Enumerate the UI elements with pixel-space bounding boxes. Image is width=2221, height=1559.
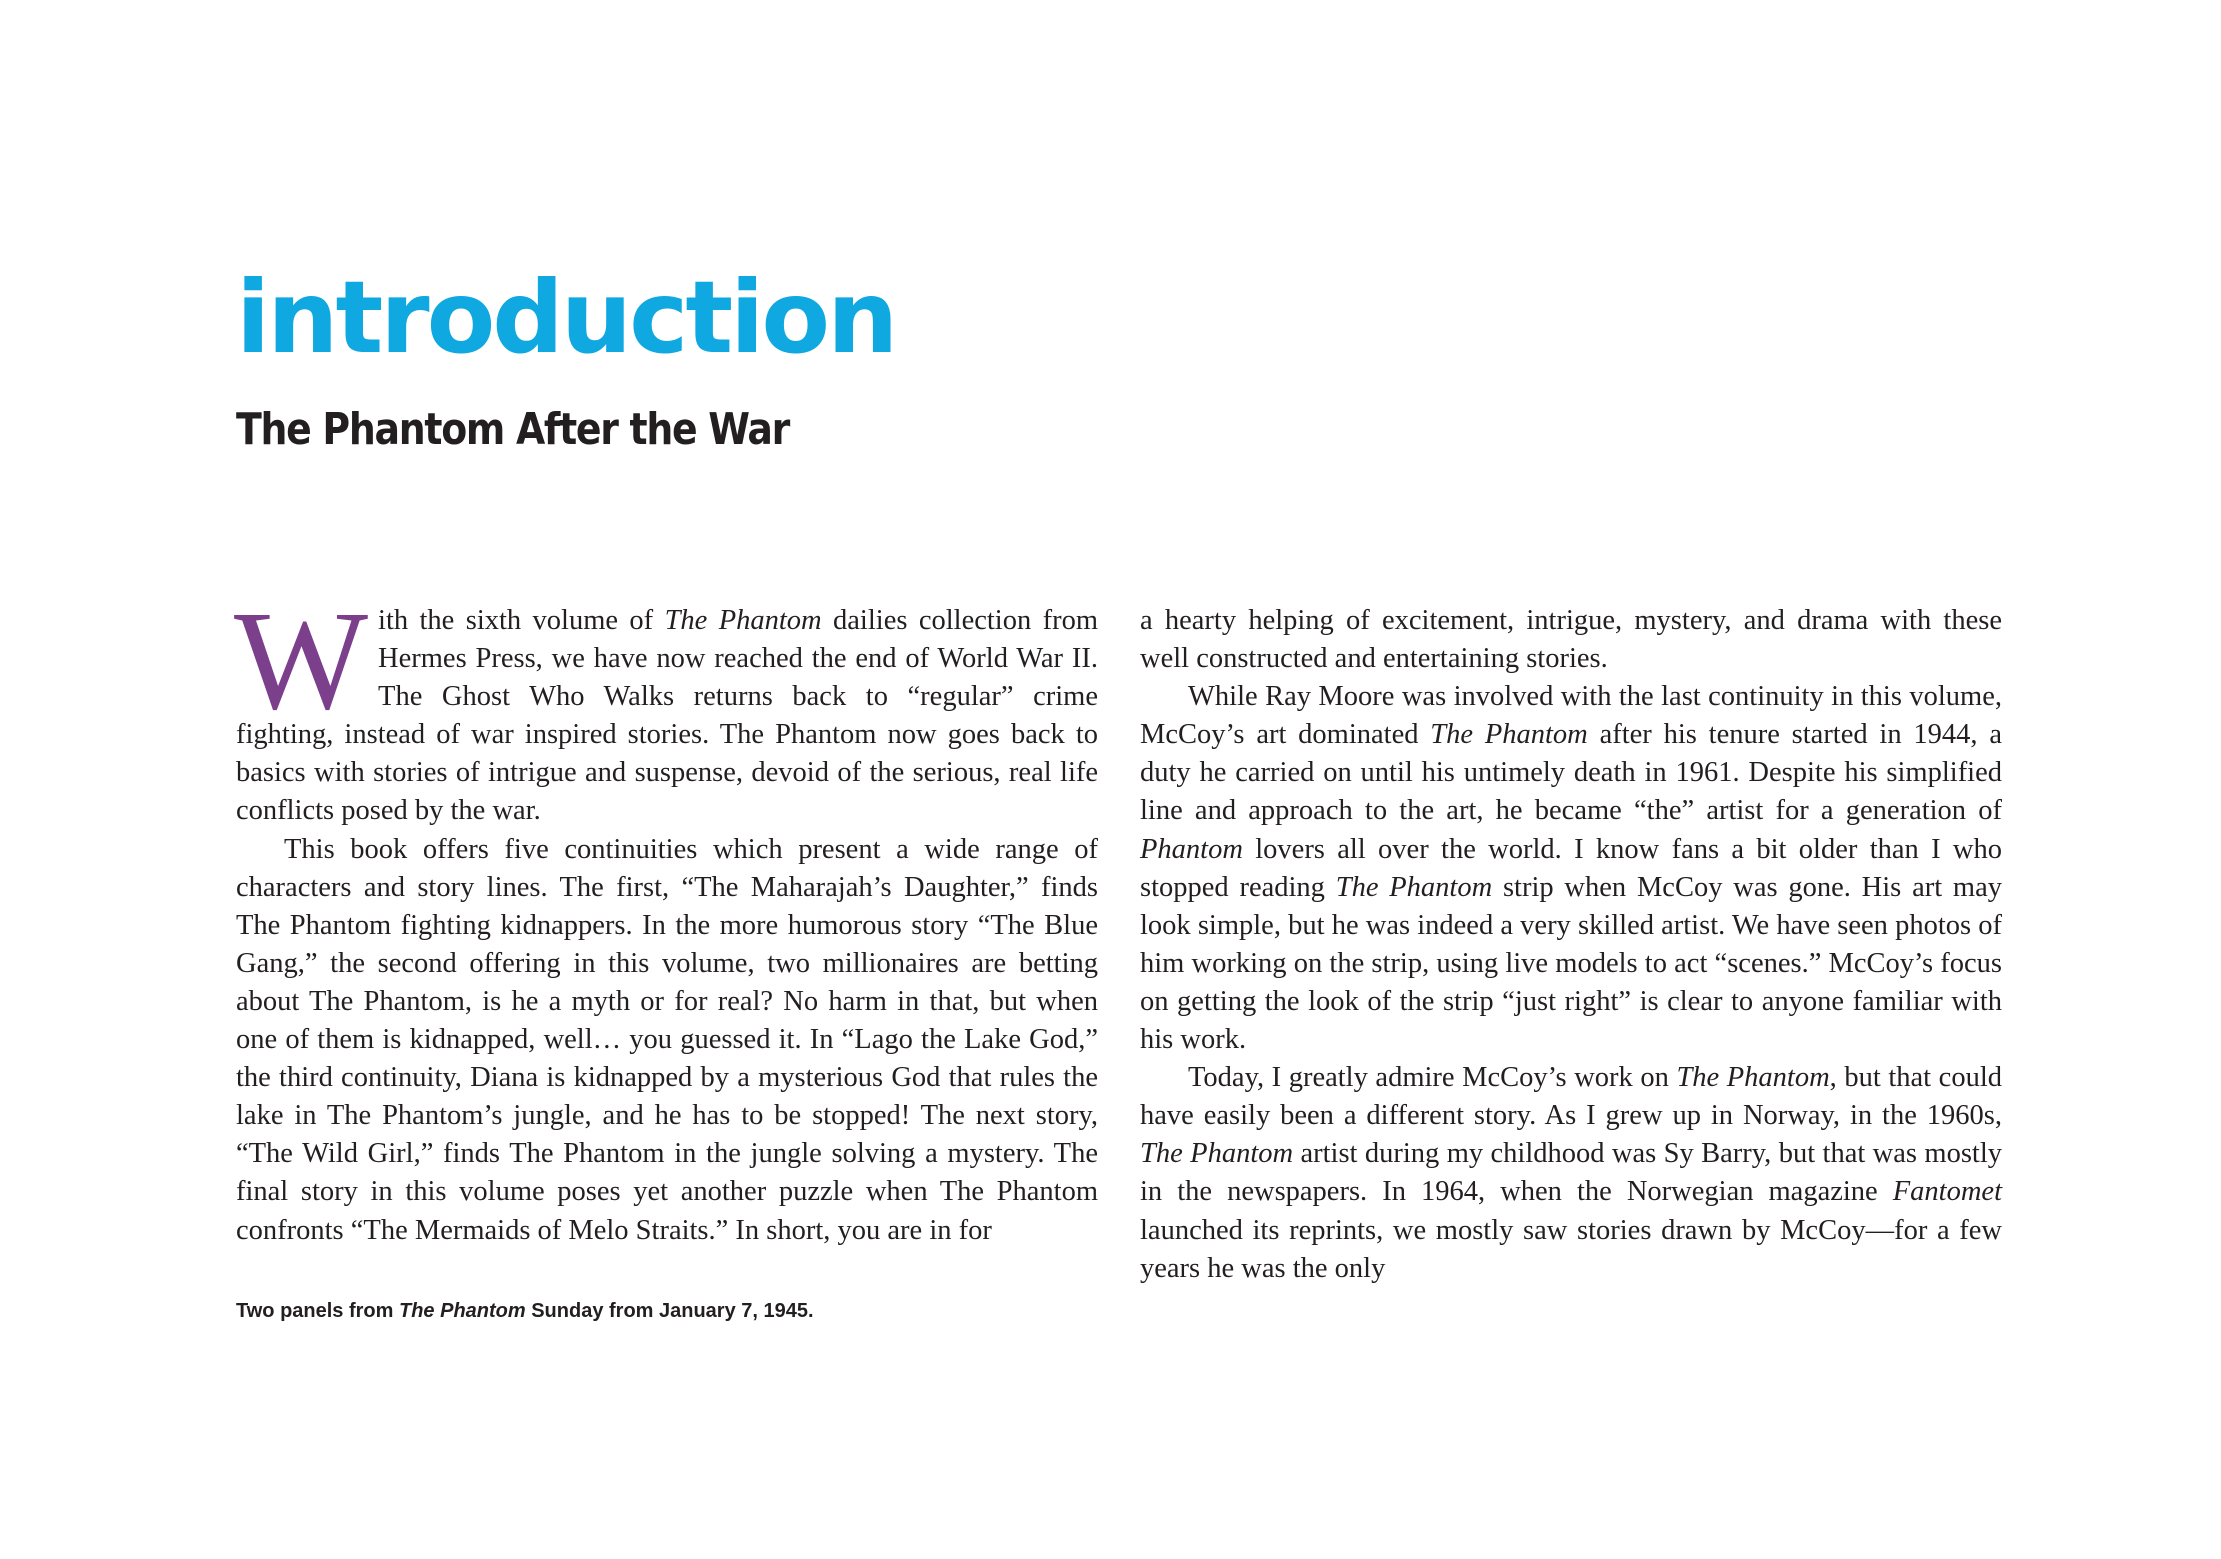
text-run: ith the sixth volume of [378, 605, 665, 636]
caption-italic-title: The Phantom [398, 1300, 526, 1322]
text-run: Today, I greatly admire McCoy’s work on [1188, 1062, 1677, 1094]
left-text-column [234, 581, 1098, 1250]
italic-title: Phantom [1140, 833, 1243, 865]
article-subtitle: The Phantom After the War [236, 404, 789, 455]
text-run: This book offers five continuities which present a wide range of characters and story lines. The first, “The Maharajah’s Daughter,” finds The Phantom fighting kidnappers. In the more humorous story “The Blue Gang,” the second offering in this volume, two millionaires are betting about The Phantom, is he a myth or for real? No harm in that, but when one of them is kidnapped, well… you guessed it. In “Lago the Lake God,” the third continuity, Diana is kidnapped by a mysterious God that rules the lake in The Phantom’s jungle, and he has to be stopped! The next story, “The Wild Girl,” finds The Phantom in the jungle solving a mystery. The final story in this volume poses yet another puzzle when The Phantom confronts “The Mermaids of Melo Straits.” In short, you are in for [236, 833, 1098, 1246]
caption-text: Two panels from [236, 1300, 399, 1322]
image-caption [236, 1298, 814, 1324]
body-paragraph [236, 831, 1098, 1250]
caption-text: Sunday from January 7, 1945. [525, 1300, 814, 1322]
italic-title: The Phantom [1335, 871, 1493, 903]
italic-title: The Phantom [1430, 719, 1588, 751]
body-paragraph [1140, 678, 2002, 1059]
intro-paragraph [234, 581, 1098, 831]
text-run: a hearty helping of excitement, intrigue, mystery, and drama with these well constructed and entertaining stories. [1140, 605, 2002, 675]
body-paragraph [1140, 602, 2002, 678]
body-paragraph [1140, 1059, 2002, 1288]
text-run: after his tenure started in 1944, a duty he carried on until his untimely death in 1961. Despite his simplified line and approach to the art, he became “the” artist for a generation of [1140, 719, 2002, 827]
italic-title: The Phantom [1140, 1138, 1294, 1170]
text-run: strip when McCoy was gone. His art may look simple, but he was indeed a very skilled artist. We have seen photos of him working on the strip, using live models to act “scenes.” McCoy’s focus on getting the look of the strip “just right” is clear to anyone familiar with his work. [1140, 871, 2002, 1056]
drop-cap: W [234, 581, 369, 739]
italic-title: The Phantom [1676, 1062, 1830, 1094]
text-run: , but that could have easily been a different story. As I grew up in Norway, in the 1960s, [1140, 1062, 2002, 1132]
section-title: introduction [236, 259, 896, 376]
text-run: artist during my childhood was Sy Barry, but that was mostly in the newspapers. In 1964, when the Norwegian magazine [1140, 1138, 2002, 1208]
text-run: launched its reprints, we mostly saw stories drawn by McCoy—for a few years he was the only [1140, 1214, 2002, 1284]
text-run: lovers all over the world. I know fans a bit older than I who stopped reading [1140, 833, 2002, 903]
italic-title: The Phantom [664, 605, 822, 636]
italic-magazine-title: Fantomet [1892, 1176, 2002, 1208]
right-text-column [1140, 602, 2002, 1288]
text-run: dailies collection from Hermes Press, we have now reached the end of World War II. The Ghost Who Walks returns back to “regular” crime fighting, instead of war inspired stories. The Phantom now goes back to basics with stories of intrigue and suspense, devoid of the serious, real life conflicts posed by the war. [236, 605, 1098, 827]
text-run: While Ray Moore was involved with the last continuity in this volume, McCoy’s art dominated [1140, 681, 2002, 751]
